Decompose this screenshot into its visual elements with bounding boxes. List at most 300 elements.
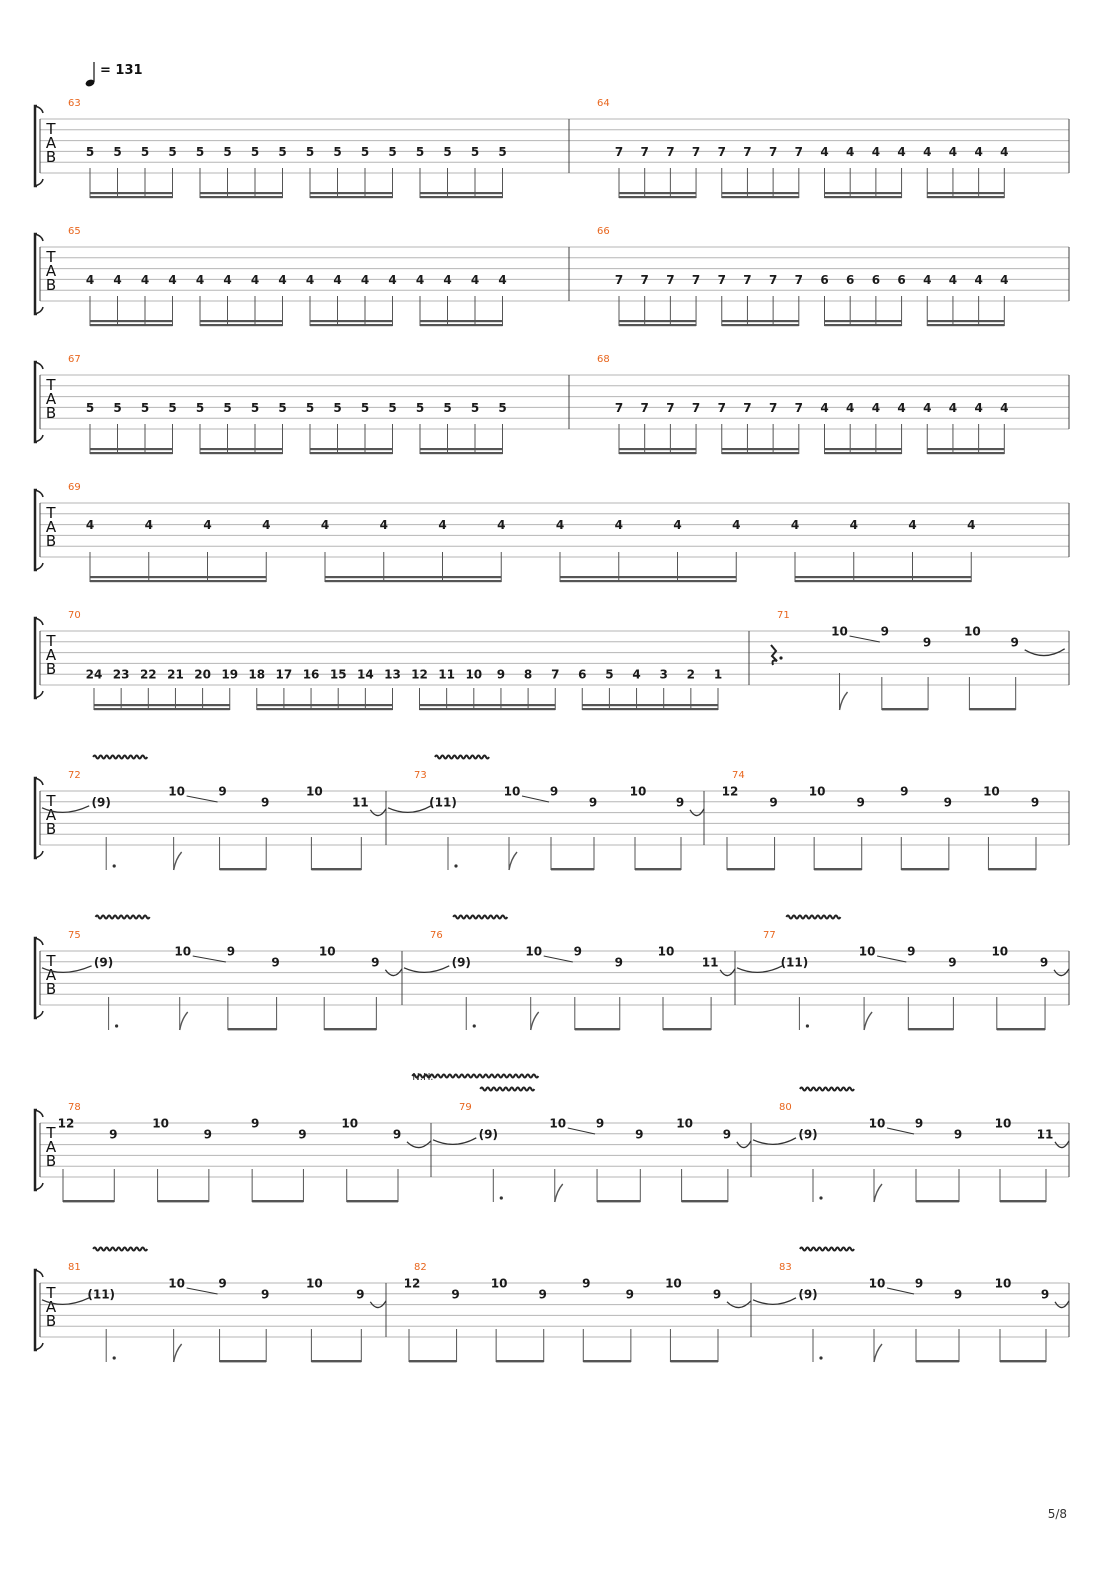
note-beam [324, 1028, 376, 1030]
fret-number: 21 [167, 667, 184, 682]
fret-number: 4 [897, 400, 906, 415]
note-beam [420, 192, 503, 194]
system-brace [35, 106, 37, 186]
note-beam [727, 868, 775, 870]
fret-number: 22 [139, 667, 157, 682]
fret-number: 7 [717, 144, 726, 159]
fret-number: (9) [798, 1287, 818, 1302]
slide-line [544, 956, 573, 962]
note-beam [200, 192, 283, 194]
dot [819, 1196, 822, 1199]
measure [68, 610, 722, 710]
note-beam [90, 580, 266, 582]
fret-number: 7 [551, 667, 560, 682]
fret-number: 4 [673, 518, 682, 533]
note-beam [347, 1200, 398, 1202]
fret-number: 4 [144, 518, 153, 533]
note-beam [257, 708, 393, 710]
fret-number: 10 [549, 1116, 567, 1131]
dot [819, 1356, 822, 1359]
note-beam [682, 1200, 728, 1202]
note-beam [420, 448, 503, 450]
measure-number: 71 [777, 610, 790, 621]
measure [68, 226, 507, 326]
measure [412, 1072, 751, 1202]
tab-clef-letter: B [45, 276, 57, 294]
note-beam [200, 324, 283, 326]
fret-number: 7 [691, 272, 701, 287]
fret-number: 9 [298, 1127, 307, 1142]
measure-number: 63 [68, 98, 81, 109]
fret-number: 4 [203, 518, 212, 533]
fret-number: 10 [868, 1276, 886, 1291]
note-beam [311, 1360, 361, 1362]
note-beam [814, 868, 862, 870]
fret-number: 7 [743, 144, 752, 159]
fret-number: 1 [713, 667, 723, 682]
slide-line [568, 1128, 595, 1134]
note-beam [619, 324, 696, 326]
fret-number: 10 [465, 667, 483, 682]
note-beam [90, 196, 173, 198]
tab-clef-letter: A [45, 518, 57, 536]
fret-number: 5 [443, 144, 452, 159]
note-beam [420, 452, 503, 454]
vibrato-mark [435, 756, 489, 759]
tab-clef-letter: T [46, 1124, 56, 1142]
fret-number: 24 [85, 667, 103, 682]
fret-number: 9 [907, 944, 916, 959]
note-beam [310, 320, 393, 322]
fret-number: 10 [831, 624, 848, 639]
measure [597, 354, 1008, 454]
dot [779, 656, 782, 659]
fret-number: 12 [721, 784, 739, 799]
tab-clef-letter: B [45, 1152, 57, 1170]
note-beam [722, 196, 799, 198]
note-beam [882, 708, 928, 710]
fret-number: 9 [1010, 635, 1019, 650]
tab-clef-letter: B [45, 820, 57, 838]
fret-number: (9) [93, 955, 114, 970]
note-flag [874, 1184, 882, 1202]
tie-curve [753, 1138, 796, 1145]
dot [806, 1024, 809, 1027]
fret-number: 3 [659, 667, 668, 682]
fret-number: 23 [112, 667, 130, 682]
slide-line [522, 796, 549, 802]
fret-number: 7 [614, 272, 624, 287]
note-beam [325, 576, 501, 578]
note-beam [825, 324, 902, 326]
fret-number: 4 [948, 144, 958, 159]
fret-number: 4 [923, 272, 932, 287]
fret-number: 9 [218, 1276, 227, 1291]
fret-number: 7 [743, 400, 752, 415]
fret-number: 9 [595, 1116, 605, 1131]
note-beam [582, 708, 718, 710]
fret-number: 4 [305, 272, 315, 287]
fret-number: 9 [1039, 955, 1049, 970]
fret-number: 4 [262, 518, 271, 533]
fret-number: 10 [174, 944, 192, 959]
note-beam [94, 708, 230, 710]
fret-number: 9 [722, 1127, 732, 1142]
fret-number: 4 [820, 144, 829, 159]
note-beam [670, 1360, 718, 1362]
tab-system [35, 482, 1069, 582]
fret-number: 2 [686, 667, 696, 682]
note-beam [200, 196, 283, 198]
fret-number: 11 [438, 667, 456, 682]
tab-clef-letter: A [45, 806, 57, 824]
measure-number: 75 [68, 930, 81, 941]
fret-number: 10 [858, 944, 876, 959]
fret-number: 9 [371, 955, 380, 970]
note-beam [927, 324, 1004, 326]
fret-number: 5 [195, 144, 205, 159]
note-beam [94, 704, 230, 706]
fret-number: 7 [666, 144, 675, 159]
note-beam [901, 868, 949, 870]
fret-number: 9 [261, 795, 270, 810]
note-beam [722, 448, 799, 450]
tie-curve [388, 806, 431, 813]
fret-number: 11 [1036, 1127, 1054, 1142]
fret-number: 4 [790, 518, 800, 533]
note-beam [496, 1360, 544, 1362]
measure-number: 78 [68, 1102, 81, 1113]
fret-number: 9 [712, 1287, 722, 1302]
fret-number: (9) [91, 795, 111, 810]
fret-number: 4 [360, 272, 370, 287]
note-beam [619, 192, 696, 194]
fret-number: 9 [392, 1127, 402, 1142]
fret-number: 11 [351, 795, 369, 810]
fret-number: 7 [768, 144, 778, 159]
note-beam [795, 580, 971, 582]
note-flag [174, 852, 182, 870]
fret-number: 9 [538, 1287, 547, 1302]
note-flag [180, 1012, 188, 1030]
fret-number: 4 [195, 272, 205, 287]
fret-number: 9 [226, 944, 236, 959]
fret-number: 7 [768, 400, 778, 415]
fret-number: 7 [794, 400, 803, 415]
fret-number: (9) [798, 1127, 818, 1142]
note-beam [90, 192, 173, 194]
note-flag [864, 1012, 872, 1030]
fret-number: 5 [250, 400, 260, 415]
fret-number: 4 [948, 272, 958, 287]
slide-line [887, 1288, 914, 1294]
dot [115, 1024, 118, 1027]
fret-number: 7 [666, 272, 675, 287]
fret-number: 9 [769, 795, 778, 810]
fret-number: 5 [305, 400, 315, 415]
fret-number: 10 [525, 944, 543, 959]
fret-number: 9 [922, 635, 932, 650]
note-beam [722, 324, 799, 326]
measure [597, 98, 1008, 198]
tab-clef-letter: T [46, 248, 56, 266]
vibrato-mark [786, 916, 840, 919]
tie-curve [404, 966, 449, 973]
tab-clef-letter: B [45, 404, 57, 422]
tab-clef-letter: A [45, 966, 57, 984]
note-beam [228, 1028, 277, 1030]
fret-number: 5 [443, 400, 452, 415]
fret-number: 5 [278, 400, 287, 415]
fret-number: 5 [333, 400, 342, 415]
note-beam [663, 1028, 711, 1030]
rest-icon [771, 645, 777, 665]
tie-curve [753, 1298, 796, 1305]
fret-number: 4 [974, 272, 983, 287]
note-beam [583, 1360, 631, 1362]
tab-clef-letter: B [45, 148, 57, 166]
fret-number: 7 [794, 144, 803, 159]
measure [597, 226, 1008, 326]
fret-number: 4 [908, 518, 917, 533]
fret-number: 5 [250, 144, 260, 159]
measure-number: 65 [68, 226, 81, 237]
fret-number: 9 [943, 795, 953, 810]
fret-number: 9 [109, 1127, 118, 1142]
measure-number: 72 [68, 770, 81, 781]
quarter-note-icon [85, 62, 96, 88]
fret-number: 17 [275, 667, 293, 682]
fret-number: 9 [549, 784, 559, 799]
fret-number: 4 [498, 272, 507, 287]
tab-clef-letter: T [46, 120, 56, 138]
tab-system [35, 1248, 1069, 1363]
fret-number: 10 [168, 1276, 185, 1291]
fret-number: 10 [341, 1116, 359, 1131]
fret-number: 9 [1030, 795, 1040, 810]
fret-number: 4 [1000, 400, 1009, 415]
tab-clef-letter: T [46, 504, 56, 522]
fret-number: 12 [411, 667, 428, 682]
fret-number: 10 [991, 944, 1009, 959]
note-beam [90, 576, 266, 578]
fret-number: 7 [614, 400, 624, 415]
tab-clef-letter: T [46, 792, 56, 810]
tab-clef-letter: A [45, 646, 57, 664]
fret-number: 4 [415, 272, 425, 287]
system-brace [35, 234, 37, 314]
vibrato-mark [93, 1248, 147, 1251]
fret-number: 7 [691, 144, 701, 159]
fret-number: 7 [666, 400, 675, 415]
note-beam [619, 448, 696, 450]
fret-number: (9) [451, 955, 471, 970]
measure [68, 354, 507, 454]
note-beam [908, 1028, 953, 1030]
fret-number: (11) [429, 795, 457, 810]
note-beam [420, 708, 556, 710]
vibrato-mark [93, 756, 147, 759]
fret-number: 4 [443, 272, 452, 287]
fret-number: 7 [614, 144, 624, 159]
note-beam [409, 1360, 457, 1362]
fret-number: 5 [333, 144, 342, 159]
fret-number: 4 [974, 144, 983, 159]
note-beam [619, 320, 696, 322]
system-brace [35, 618, 37, 698]
tie-curve [433, 1138, 476, 1145]
fret-number: 9 [203, 1127, 213, 1142]
fret-number: 4 [732, 518, 741, 533]
slide-line [887, 1128, 914, 1134]
fret-number: 9 [625, 1287, 635, 1302]
tab-clef-letter: B [45, 1312, 57, 1330]
fret-number: 15 [329, 667, 347, 682]
measure-number: 83 [779, 1262, 792, 1273]
fret-number: 9 [614, 955, 623, 970]
note-beam [997, 1028, 1045, 1030]
tab-clef-letter: A [45, 1298, 57, 1316]
note-beam [582, 704, 718, 706]
fret-number: 9 [1040, 1287, 1050, 1302]
fret-number: 9 [856, 795, 865, 810]
measure-number: 74 [732, 770, 745, 781]
note-beam [90, 320, 173, 322]
note-beam [825, 196, 902, 198]
fret-number: 7 [717, 272, 726, 287]
fret-number: 6 [897, 272, 906, 287]
note-beam [420, 324, 503, 326]
note-beam [90, 324, 173, 326]
slide-line [187, 796, 218, 802]
fret-number: 7 [717, 400, 726, 415]
note-beam [722, 452, 799, 454]
fret-number: 5 [113, 144, 122, 159]
note-beam [927, 448, 1004, 450]
fret-number: 19 [221, 667, 239, 682]
fret-number: 5 [195, 400, 205, 415]
note-beam [200, 448, 283, 450]
page-number: 5/8 [1047, 1507, 1067, 1521]
fret-number: 4 [388, 272, 397, 287]
fret-number: 9 [948, 955, 957, 970]
fret-number: 4 [871, 144, 881, 159]
note-beam [200, 320, 283, 322]
fret-number: 6 [846, 272, 855, 287]
note-beam [310, 448, 393, 450]
slide-line [877, 956, 906, 962]
fret-number: 4 [320, 518, 330, 533]
fret-number: 10 [983, 784, 1000, 799]
note-flag [874, 1344, 882, 1362]
note-beam [1000, 1200, 1046, 1202]
fret-number: 4 [379, 518, 388, 533]
vibrato-mark [800, 1248, 854, 1251]
dot [473, 1024, 476, 1027]
measure-number: 82 [414, 1262, 427, 1273]
note-beam [1000, 1360, 1046, 1362]
fret-number: 9 [900, 784, 909, 799]
vibrato-mark [96, 916, 150, 919]
note-beam [311, 868, 361, 870]
note-beam [795, 576, 971, 578]
dot [500, 1196, 503, 1199]
fret-number: 9 [953, 1287, 963, 1302]
note-beam [220, 1360, 267, 1362]
fret-number: 5 [498, 144, 507, 159]
tab-clef-letter: B [45, 532, 57, 550]
system-brace [35, 490, 37, 570]
fret-number: 4 [846, 400, 855, 415]
note-beam [916, 1360, 959, 1362]
vibrato-mark [800, 1088, 854, 1091]
tab-system [35, 226, 1069, 326]
system-brace [35, 1110, 37, 1190]
measure [722, 770, 1040, 870]
measure-number: 81 [68, 1262, 81, 1273]
system-brace [35, 938, 37, 1018]
note-beam [825, 452, 902, 454]
fret-number: 9 [451, 1287, 460, 1302]
note-beam [560, 580, 736, 582]
fret-number: 4 [632, 667, 641, 682]
system-brace [35, 778, 37, 858]
note-beam [927, 452, 1004, 454]
fret-number: 5 [223, 144, 232, 159]
fret-number: 5 [415, 400, 425, 415]
note-beam [575, 1028, 620, 1030]
fret-number: 7 [640, 272, 649, 287]
tie-curve [737, 966, 782, 973]
fret-number: 10 [964, 624, 981, 639]
fret-number: 10 [490, 1276, 508, 1291]
measure-number: 66 [597, 226, 610, 237]
fret-number: 10 [318, 944, 336, 959]
fret-number: 4 [1000, 272, 1009, 287]
fret-number: 4 [897, 144, 906, 159]
fret-number: 10 [306, 1276, 323, 1291]
note-beam [560, 576, 736, 578]
note-beam [597, 1200, 640, 1202]
measure-number: 64 [597, 98, 610, 109]
fret-number: 9 [218, 784, 227, 799]
fret-number: 4 [871, 400, 881, 415]
note-beam [927, 196, 1004, 198]
fret-number: 10 [676, 1116, 693, 1131]
note-beam [310, 452, 393, 454]
fret-number: 9 [953, 1127, 963, 1142]
measure [58, 1102, 431, 1202]
measure [404, 1262, 751, 1362]
fret-number: 5 [305, 144, 315, 159]
fret-number: 4 [470, 272, 480, 287]
note-beam [927, 192, 1004, 194]
fret-number: 20 [194, 667, 211, 682]
fret-number: 5 [168, 144, 177, 159]
note-beam [825, 448, 902, 450]
note-beam [158, 1200, 209, 1202]
note-flag [531, 1012, 539, 1030]
fret-number: 10 [152, 1116, 169, 1131]
fret-number: 5 [470, 144, 480, 159]
fret-number: 10 [665, 1276, 682, 1291]
tab-clef-letter: A [45, 262, 57, 280]
note-beam [825, 320, 902, 322]
tab-system [35, 756, 1069, 871]
dot [454, 864, 457, 867]
fret-number: 5 [140, 400, 150, 415]
dot [113, 864, 116, 867]
